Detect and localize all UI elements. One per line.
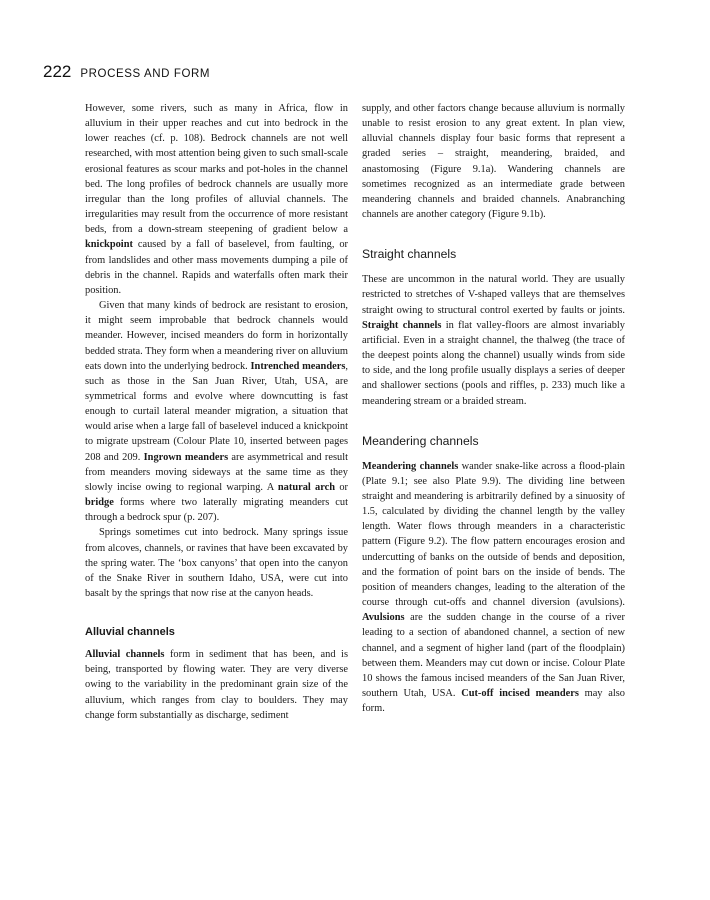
key-term: natural arch bbox=[277, 481, 336, 493]
section-heading-meandering-channels: Meandering channels bbox=[362, 433, 479, 448]
key-term: Avulsions bbox=[362, 612, 405, 624]
section-heading-straight-channels: Straight channels bbox=[362, 247, 457, 262]
paragraph: These are uncommon in the natural world. They are usually restricted to stretches of V-shaped valleys that are themselves straight owing to structural control exerted by faults or joints. Straight channels in flat valley-floors are almost invariably artificial. Even in a straight channel, the thalweg (the trace of the deepest points along the channel) usually winds from side to side, and the long profile usually displays a series of deeper and shallower sections (pools and riffles, p. 233) much like a meandering stream or a braided stream. bbox=[362, 274, 625, 407]
key-term: Cut-off incised meanders bbox=[461, 688, 579, 699]
paragraph: Given that many kinds of bedrock are resistant to erosion, it might seem improbable that bedrock channels would meander. However, incised meanders do form in horizontally bedded strata. They form when a meandering river on alluvium eats down into the underlying bedrock. Intrenched meanders, such as those in the San Juan River, Utah, USA, are symmetrical forms and evolve where downcutting is fast enough to curtail lateral meander migration, a situation that would arise when a large fall of baselevel induced a knickpoint to migrate upstream (Colour Plate 10, inserted between pages 208 and 209. Ingrown meanders are asymmetrical and result from meanders moving sideways at the same time as they slowly incise owing to regional warping. A natural arch or bridge forms where two laterally migrating meanders cut through a bedrock spur (p. 207). bbox=[85, 300, 348, 524]
key-term: bridge bbox=[85, 497, 114, 509]
key-term: Alluvial channels bbox=[85, 649, 165, 661]
left-column bbox=[85, 101, 348, 723]
key-term: Straight channels bbox=[362, 319, 442, 331]
running-title: PROCESS AND FORM bbox=[80, 68, 211, 80]
right-column bbox=[362, 101, 625, 716]
paragraph: Springs sometimes cut into bedrock. Many springs issue from alcoves, channels, or ravines that have been excavated by the spring water. The ‘box canyons’ that open into the canyon of the Snake River in southern Idaho, USA, were cut into basalt by the springs that now rise at the canyon heads. bbox=[85, 527, 348, 599]
paragraph: However, some rivers, such as many in Africa, flow in alluvium in their upper reaches and cut into bedrock in the lower reaches (cf. p. 108). Bedrock channels are not well researched, with most attention being given to such small-scale erosional features as scour marks and pot-holes in the channel bed. The long profiles of bedrock channels are usually more irregular than the long profiles of alluvial channels. The irregularities may result from the occurrence of more resistant beds, from a down-stream steepening of gradient below a knickpoint caused by a fall of baselevel, from faulting, or from landslides and other mass movements dumping a pile of debris in the channel. Rapids and waterfalls often mark their position. bbox=[85, 103, 348, 296]
key-term: Intrenched meanders bbox=[250, 360, 346, 372]
key-term: knickpoint bbox=[85, 239, 133, 251]
section-heading-alluvial-channels: Alluvial channels bbox=[85, 626, 175, 639]
paragraph: supply, and other factors change because alluvium is normally unable to resist erosion to any great extent. In plan view, alluvial channels display four basic forms that represent a graded series – straight, meandering, braided, and anastomosing (Figure 9.1a). Wandering channels are sometimes recognized as an intermediate grade between meandering channels and braided channels. Anabranching channels are another category (Figure 9.1b). bbox=[362, 103, 625, 221]
paragraph: Alluvial channels form in sediment that has been, and is being, transported by flowing water. They are very diverse owing to the variability in the predominant grain size of the alluvium, which ranges from clay to boulders. They may change form substantially as discharge, sediment bbox=[85, 649, 348, 721]
page-number: 222 bbox=[43, 62, 72, 81]
key-term: Ingrown meanders bbox=[143, 451, 229, 463]
paragraph: Meandering channels wander snake-like across a flood-plain (Plate 9.1; see also Plate 9.9). The dividing line between straight and meandering is arbitrarily defined by a sinuosity of 1.5, calculated by dividing the channel length by the valley length. Water flows through meanders in a characteristic pattern (Figure 9.2). The flow pattern encourages erosion and undercutting of banks on the outside of bends and deposition, and the formation of point bars on the inside of bends. The position of meanders changes, leading to the alteration of the course through cut-offs and channel diversion (avulsions). Avulsions are the sudden change in the course of a river leading to a section of abandoned channel, a section of new channel, and a segment of higher land (part of the floodplain) between them. Meanders may cut down or incise. Colour Plate 10 shows the famous incised meanders of the San Juan River, southern Utah, USA. Cut-off incised meanders may also form. bbox=[362, 460, 625, 715]
running-header bbox=[43, 62, 210, 84]
key-term: Meandering channels bbox=[362, 460, 459, 472]
